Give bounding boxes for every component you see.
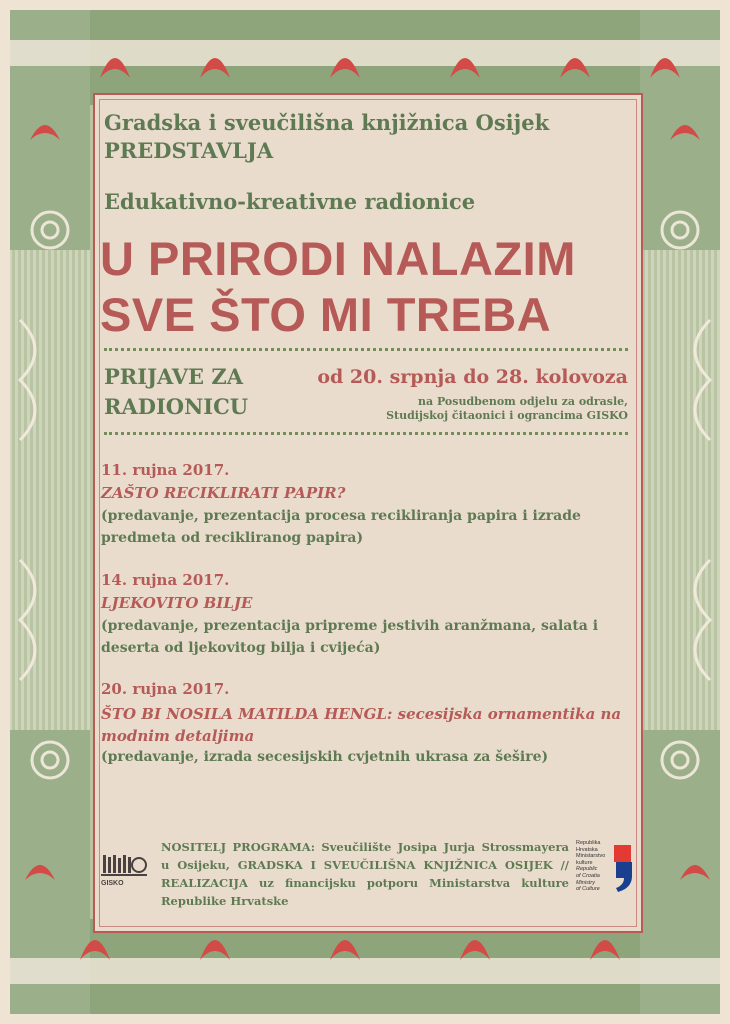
- main-title-line-1: U PRIRODI NALAZIM: [100, 232, 576, 285]
- main-title-line-2: SVE ŠTO MI TREBA: [100, 288, 552, 341]
- ministry-text-line: kulture: [576, 859, 593, 866]
- workshop-subtitle: Edukativno-kreativne radionice: [104, 189, 476, 214]
- event-description: (predavanje, prezentacija pripreme jestivih aranžmana, salata i deserta od ljekovitog bilja i cvijeća): [101, 618, 599, 656]
- event-title: ZAŠTO RECIKLIRATI PAPIR?: [101, 484, 346, 502]
- dotted-divider-bottom: [104, 432, 628, 435]
- ministry-text-line: Republic: [576, 866, 598, 873]
- registration-locations: [386, 395, 628, 423]
- ministry-text-line: Republika: [576, 840, 601, 846]
- registration-location-line-2: Studijskoj čitaonici i ograncima GISKO: [386, 409, 628, 422]
- ministry-text-line: Ministry: [576, 879, 595, 886]
- event-date: 20. rujna 2017.: [101, 680, 230, 698]
- dotted-divider-top: [104, 348, 628, 351]
- ministry-text-line: of Culture: [576, 886, 600, 893]
- registration-label-line-2: RADIONICU: [104, 394, 249, 419]
- ministry-red-square-icon: [614, 845, 631, 862]
- footer-credits: NOSITELJ PROGRAMA: Sveučilište Josipa Jurja Strossmayera u Osijeku, GRADSKA I SVEUČILIŠNA KNJIŽNICA OSIJEK // REALIZACIJA uz financijsku potporu Ministarstva kulture Republike Hrvatske: [161, 840, 569, 908]
- registration-label: [104, 362, 248, 422]
- event-description: (predavanje, izrada secesijskih cvjetnih ukrasa za šešire): [101, 749, 549, 765]
- registration-location-line-1: na Posudbenom odjelu za odrasle,: [417, 395, 628, 408]
- ministry-text-line: Ministarstvo: [576, 853, 606, 860]
- event-title: ŠTO BI NOSILA MATILDA HENGL: secesijska ornamentika na modnim detaljima: [101, 705, 622, 745]
- ministry-text-line: Hrvatska: [576, 846, 598, 853]
- event-date: 11. rujna 2017.: [101, 461, 230, 479]
- event-title: LJEKOVITO BILJE: [101, 594, 253, 612]
- main-title: [100, 231, 576, 343]
- event-date: 14. rujna 2017.: [101, 571, 230, 589]
- ministry-comma-icon: [612, 862, 636, 892]
- registration-dates: od 20. srpnja do 28. kolovoza: [317, 366, 628, 388]
- registration-label-line-1: PRIJAVE ZA: [104, 364, 244, 389]
- event-description: (predavanje, prezentacija procesa recikliranja papira i izrade predmeta od recikliranog papira): [101, 508, 581, 546]
- ministry-text-line: of Croatia: [576, 872, 600, 879]
- gisko-logo-label: GISKO: [101, 880, 124, 887]
- presents-label: PREDSTAVLJA: [104, 138, 274, 163]
- organization-name: Gradska i sveučilišna knjižnica Osijek: [104, 110, 550, 135]
